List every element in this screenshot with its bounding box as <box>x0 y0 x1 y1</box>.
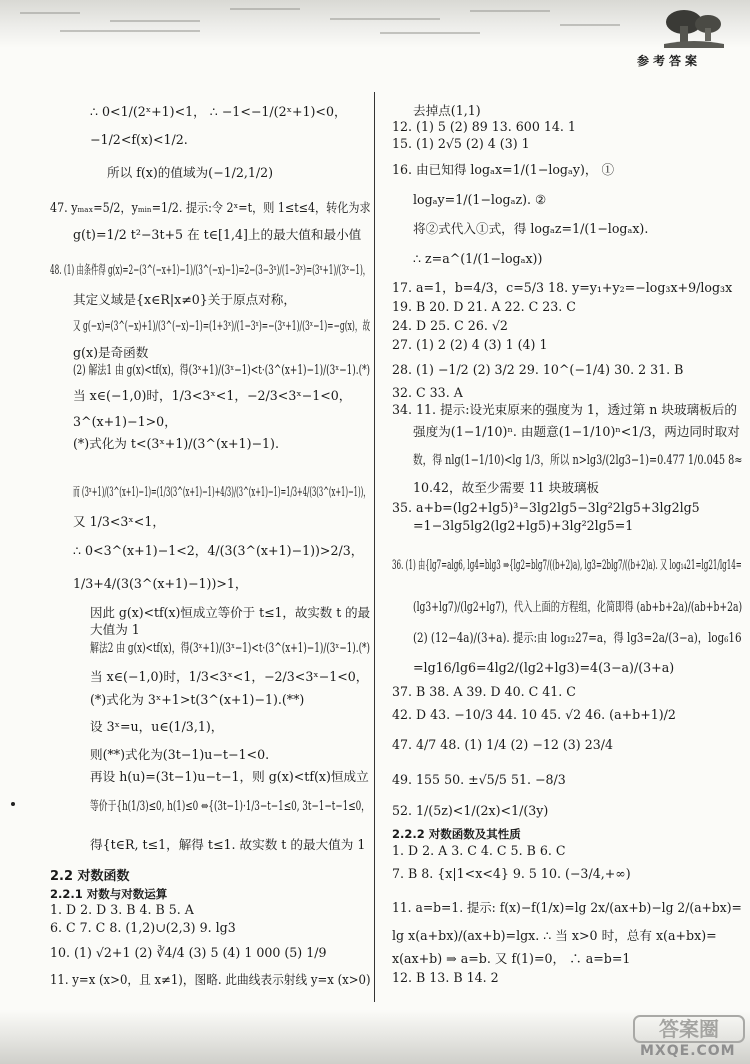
texture-speck <box>380 32 480 34</box>
section-title: 2.2 对数函数 <box>50 869 130 884</box>
answer-line: 37. B 38. A 39. D 40. C 41. C <box>392 684 576 699</box>
answer-line: (*)式化为 t<(3ˣ+1)/(3^(x+1)−1). <box>73 436 279 451</box>
top-decorative-band <box>0 0 750 48</box>
texture-speck <box>230 8 300 10</box>
answer-line: 解法2 由 g(x)<tf(x)，得(3ˣ+1)/(3ˣ−1)<t·(3^(x+1)−1)/(3ˣ−1).(*) <box>90 640 370 655</box>
watermark-url: MXQE.COM <box>640 1043 736 1059</box>
answer-line: 7. B 8. {x|1<x<4} 9. 5 10. (−3/4,+∞) <box>392 866 631 881</box>
answer-line: =1−3lg5lg2(lg2+lg5)+3lg²2lg5=1 <box>413 518 634 533</box>
answer-line: 19. B 20. D 21. A 22. C 23. C <box>392 299 576 314</box>
answer-line: 12. B 13. B 14. 2 <box>392 970 499 985</box>
texture-speck <box>60 30 200 32</box>
answer-line: 16. 由已知得 logₐx=1/(1−logₐy)， ① <box>392 162 615 177</box>
answer-line: 10.42，故至少需要 11 块玻璃板 <box>413 480 600 495</box>
subsection-title: 2.2.1 对数与对数运算 <box>50 887 168 901</box>
answer-line: 6. C 7. C 8. (1,2)∪(2,3) 9. lg3 <box>50 920 236 935</box>
answer-line: 27. (1) 2 (2) 4 (3) 1 (4) 1 <box>392 337 548 352</box>
answer-line: ∴ z=a^(1/(1−logₐx)) <box>413 251 543 266</box>
answer-line: 所以 f(x)的值域为(−1/2,1/2) <box>107 165 274 180</box>
answer-line: 32. C 33. A <box>392 385 463 400</box>
answer-line: 1. D 2. D 3. B 4. B 5. A <box>50 902 194 917</box>
answer-line: 当 x∈(−1,0)时，1/3<3ˣ<1，−2/3<3ˣ−1<0， <box>90 669 369 684</box>
answer-line: 17. a=1，b=4/3，c=5/3 18. y=y₁+y₂=−log₃x+9/log₃x <box>392 280 733 295</box>
answer-line: g(x)是奇函数 <box>73 345 149 360</box>
answer-line: 3^(x+1)−1>0， <box>73 414 177 429</box>
answer-line: 42. D 43. −10/3 44. 10 45. √2 46. (a+b+1)/2 <box>392 707 676 722</box>
answer-line: 1. D 2. A 3. C 4. C 5. B 6. C <box>392 843 566 858</box>
texture-speck <box>330 18 440 20</box>
answer-line: 而 (3ˣ+1)/(3^(x+1)−1)=(1/3(3^(x+1)−1)+4/3)/(3^(x+1)−1)=1/3+4/(3(3^(x+1)−1))， <box>73 484 371 499</box>
answer-line: 47. 4/7 48. (1) 1/4 (2) −12 (3) 23/4 <box>392 737 613 752</box>
answer-line: g(t)=1/2 t²−3t+5 在 t∈[1,4]上的最大值和最小值 <box>73 227 362 242</box>
answer-line: 强度为(1−1/10)ⁿ. 由题意(1−1/10)ⁿ<1/3，两边同时取对 <box>413 424 740 439</box>
answer-line: 其定义域是{x∈R|x≠0}关于原点对称， <box>73 292 296 307</box>
answer-line: 10. (1) √2+1 (2) ∛4/4 (3) 5 (4) 1 000 (5) 1/9 <box>50 945 327 960</box>
column-divider <box>374 92 375 1002</box>
answer-line: 则(**)式化为(3t−1)u−t−1<0. <box>90 747 270 762</box>
answer-line: (2) 解法1 由 g(x)<tf(x)，得(3ˣ+1)/(3ˣ−1)<t·(3^(x+1)−1)/(3ˣ−1).(*) <box>73 362 371 377</box>
answer-line: 47. yₘₐₓ=5/2，yₘᵢₙ=1/2. 提示:令 2ˣ=t，则 1≤t≤4，转化为求 <box>50 200 371 215</box>
answer-line: 11. a=b=1. 提示: f(x)−f(1/x)=lg 2x/(ax+b)−lg 2/(a+bx)= <box>392 900 742 915</box>
answer-line: ∴ 0<3^(x+1)−1<2，4/(3(3^(x+1)−1))>2/3， <box>73 543 364 558</box>
answer-line: 因此 g(x)<tf(x)恒成立等价于 t≤1，故实数 t 的最 <box>90 605 371 620</box>
answer-line: (*)式化为 3ˣ+1>t(3^(x+1)−1).(**) <box>90 692 305 707</box>
answer-line: 24. D 25. C 26. √2 <box>392 318 508 333</box>
texture-speck <box>560 24 620 26</box>
answer-line: 28. (1) −1/2 (2) 3/2 29. 10^(−1/4) 30. 2 31. B <box>392 362 684 377</box>
answer-line: 又 g(−x)=(3^(−x)+1)/(3^(−x)−1)=(1+3ˣ)/(1−3ˣ)=−(3ˣ+1)/(3ˣ−1)=−g(x)，故 <box>73 318 371 333</box>
mushroom-icon <box>664 6 724 48</box>
answer-line: 大值为 1 <box>90 622 140 637</box>
answer-line: 49. 155 50. ±√5/5 51. −8/3 <box>392 772 566 787</box>
answer-line: 又 1/3<3ˣ<1， <box>73 514 165 529</box>
answer-line: 等价于{h(1/3)≤0, h(1)≤0 ⇔{(3t−1)·1/3−t−1≤0, 3t−1−t−1≤0， <box>90 798 370 813</box>
texture-speck <box>20 12 80 14</box>
margin-dot <box>11 802 15 806</box>
answer-line: ∴ 0<1/(2ˣ+1)<1， ∴ −1<−1/(2ˣ+1)<0， <box>90 104 347 119</box>
texture-speck <box>470 10 550 12</box>
answer-line: 1/3+4/(3(3^(x+1)−1))>1， <box>73 576 248 591</box>
answer-line: 数，得 nlg(1−1/10)<lg 1/3，所以 n>lg3/(2lg3−1)=0.477 1/0.045 8≈ <box>413 452 743 467</box>
answer-line: 设 3ˣ=u，u∈(1/3,1)， <box>90 719 224 734</box>
answer-line: (2) (12−4a)/(3+a). 提示:由 log₁₂27=a，得 lg3=2a/(3−a)，log₆16 <box>413 630 742 645</box>
svg-text:答案圈: 答案圈 <box>659 1017 719 1041</box>
answer-line: x(ax+b) ⇒ a=b. 又 f(1)=0， ∴ a=b=1 <box>392 951 631 966</box>
answer-line: 36. (1) 由{lg7=alg6, lg4=blg3 ⇒{lg2=blg7/((b+2)a), lg3=2blg7/((b+2)a). 又 log₁₄21=lg21/lg14= <box>392 557 742 572</box>
answer-line: 12. (1) 5 (2) 89 13. 600 14. 1 <box>392 119 576 134</box>
answer-line: −1/2<f(x)<1/2. <box>90 132 188 147</box>
answer-line: 35. a+b=(lg2+lg5)³−3lg2lg5−3lg²2lg5+3lg2lg5 <box>392 500 700 515</box>
answer-line: 52. 1/(5z)<1/(2x)<1/(3y) <box>392 803 549 818</box>
answer-line: 11. y=x (x>0，且 x≠1)，图略. 此曲线表示射线 y=x (x>0) <box>50 972 371 987</box>
answer-line: 去掉点(1,1) <box>413 103 481 118</box>
texture-speck <box>110 20 200 22</box>
answer-line: 当 x∈(−1,0)时，1/3<3ˣ<1，−2/3<3ˣ−1<0， <box>73 388 352 403</box>
answer-line: 将②式代入①式，得 logₐz=1/(1−logₐx). <box>413 221 649 236</box>
answer-line: (lg3+lg7)/(lg2+lg7)，代入上面的方程组，化简即得 (ab+b+2a)/(ab+b+2a) <box>413 599 743 614</box>
answer-line: 得{t∈R, t≤1，解得 t≤1. 故实数 t 的最大值为 1 <box>90 837 366 852</box>
answer-line: lg x(a+bx)/(ax+b)=lgx. ∴ 当 x>0 时，总有 x(a+bx)= <box>392 928 717 943</box>
subsection-title: 2.2.2 对数函数及其性质 <box>392 827 521 841</box>
watermark-logo-icon <box>632 1012 747 1044</box>
answer-line: logₐy=1/(1−logₐz). ② <box>413 192 547 207</box>
answer-line: 15. (1) 2√5 (2) 4 (3) 1 <box>392 136 530 151</box>
answer-line: 34. 11. 提示:设光束原来的强度为 1，透过第 n 块玻璃板后的 <box>392 402 737 417</box>
answer-line: 48. (1) 由条件得 g(x)=2−(3^(−x+1)−1)/(3^(−x)−1)=2−(3−3ˣ)/(1−3ˣ)=(3ˣ+1)/(3ˣ−1)， <box>50 262 371 277</box>
answer-line: =lg16/lg6=4lg2/(lg2+lg3)=4(3−a)/(3+a) <box>413 660 675 675</box>
header-label: 参考答案 <box>637 54 702 68</box>
answer-line: 再设 h(u)=(3t−1)u−t−1，则 g(x)<tf(x)恒成立 <box>90 769 369 784</box>
